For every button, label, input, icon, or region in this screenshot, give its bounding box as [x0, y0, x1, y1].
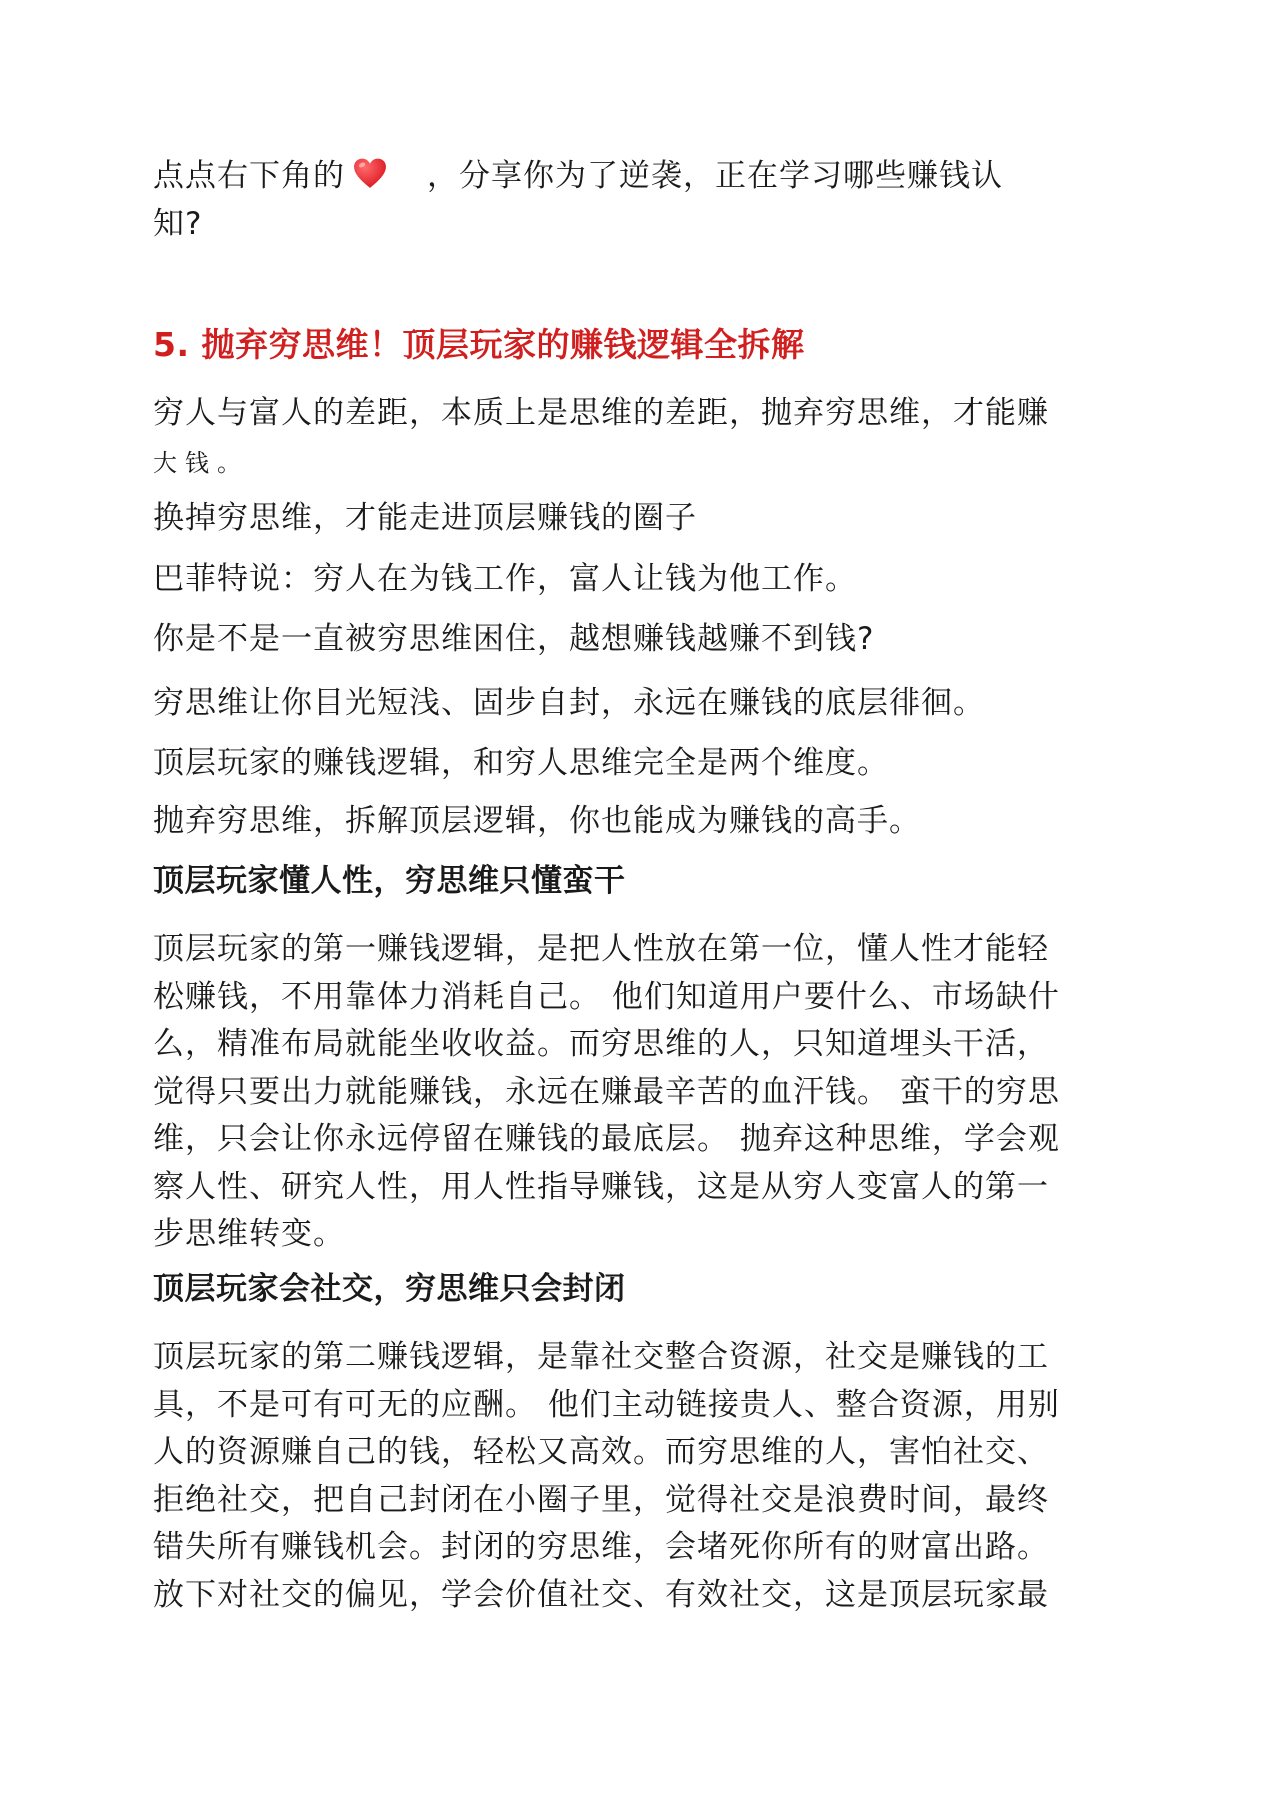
- intro-paragraph: [153, 152, 1003, 248]
- intro-line-1: [153, 152, 1003, 200]
- part-1-line: 顶层玩家的第一赚钱逻辑，是把人性放在第一位，懂人性才能轻: [153, 931, 1049, 967]
- section-title: 5. 抛弃穷思维！顶层玩家的赚钱逻辑全拆解: [153, 325, 805, 364]
- part-1-heading: 顶层玩家懂人性，穷思维只懂蛮干: [153, 863, 626, 899]
- paragraph-1-line-1: 穷人与富人的差距，本质上是思维的差距，抛弃穷思维，才能赚: [153, 395, 1049, 431]
- part-1-line: 维，只会让你永远停留在赚钱的最底层。 抛弃这种思维，学会观: [153, 1121, 1060, 1157]
- section-paragraph-2: 换掉穷思维，才能走进顶层赚钱的圈子: [153, 500, 697, 536]
- intro-text-after: ，分享你为了逆袭，正在学习哪些赚钱认: [427, 158, 1003, 194]
- section-paragraph-3: 巴菲特说：穷人在为钱工作，富人让钱为他工作。: [153, 561, 857, 597]
- part-2-line: 具，不是可有可无的应酬。 他们主动链接贵人、整合资源，用别: [153, 1386, 1060, 1423]
- part-2-heading: 顶层玩家会社交，穷思维只会封闭: [153, 1271, 626, 1307]
- heart-icon: [353, 157, 387, 191]
- part-1-line: 步思维转变。: [153, 1216, 345, 1252]
- paragraph-1-line-2: 大钱。: [153, 449, 249, 477]
- part-2-line: 顶层玩家的第二赚钱逻辑，是靠社交整合资源，社交是赚钱的工: [153, 1339, 1049, 1375]
- part-2-line: 人的资源赚自己的钱，轻松又高效。而穷思维的人，害怕社交、: [153, 1434, 1049, 1470]
- part-2-line: 拒绝社交，把自己封闭在小圈子里，觉得社交是浪费时间，最终: [153, 1481, 1049, 1518]
- part-1-body: [153, 926, 1060, 1259]
- part-2-line: 错失所有赚钱机会。封闭的穷思维，会堵死你所有的财富出路。: [153, 1529, 1049, 1565]
- section-paragraph-4: 你是不是一直被穷思维困住，越想赚钱越赚不到钱?: [153, 621, 875, 657]
- section-paragraph-6: 顶层玩家的赚钱逻辑，和穷人思维完全是两个维度。: [153, 745, 889, 781]
- part-2-body: [153, 1334, 1060, 1619]
- section-paragraph-5: 穷思维让你目光短浅、固步自封，永远在赚钱的底层徘徊。: [153, 685, 985, 721]
- part-1-line: 么，精准布局就能坐收收益。而穷思维的人，只知道埋头干活，: [153, 1026, 1049, 1062]
- part-1-line: 察人性、研究人性，用人性指导赚钱，这是从穷人变富人的第一: [153, 1168, 1049, 1205]
- intro-text-before: 点点右下角的: [153, 158, 345, 194]
- section-paragraph-1: [153, 388, 1049, 488]
- part-1-line: 松赚钱，不用靠体力消耗自己。 他们知道用户要什么、市场缺什: [153, 978, 1060, 1015]
- intro-line-2: 知?: [153, 206, 203, 242]
- part-2-line: 放下对社交的偏见，学会价值社交、有效社交，这是顶层玩家最: [153, 1576, 1049, 1613]
- section-paragraph-7: 抛弃穷思维，拆解顶层逻辑，你也能成为赚钱的高手。: [153, 803, 921, 839]
- part-1-line: 觉得只要出力就能赚钱，永远在赚最辛苦的血汗钱。 蛮干的穷思: [153, 1073, 1060, 1110]
